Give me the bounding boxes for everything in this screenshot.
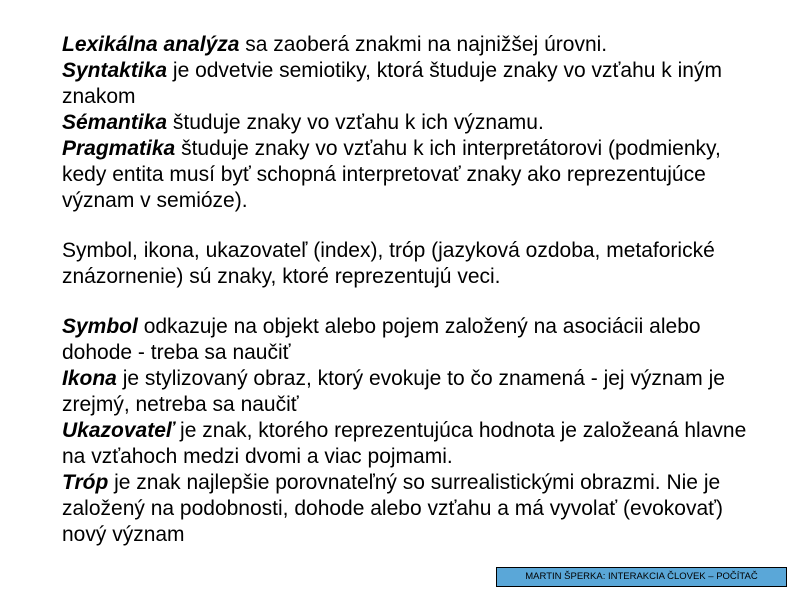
term-trope: Tróp — [62, 471, 109, 494]
sign-type-text: je stylizovaný obraz, ktorý evokuje to čo znamená - jej význam je zrejmý, netreba sa naučiť — [62, 367, 725, 416]
definition-text: sa zaoberá znakmi na najnižšej úrovni. — [239, 33, 608, 56]
term-syntactics: Syntaktika — [62, 59, 168, 82]
term-symbol: Symbol — [62, 315, 138, 338]
term-pragmatics: Pragmatika — [62, 137, 176, 160]
definition-pragmatics — [62, 136, 762, 214]
paragraph-gap — [62, 214, 762, 238]
footer-banner: MARTIN ŠPERKA: INTERAKCIA ČLOVEK – POČÍTAČ — [496, 567, 787, 587]
definition-syntactics — [62, 58, 762, 110]
sign-type-text: je znak najlepšie porovnateľný so surrealistickými obrazmi. Nie je založený na podobnosti, dohode alebo vzťahu a má vyvolať (evokovať) nový význam — [62, 471, 724, 546]
definition-semantics — [62, 110, 762, 136]
definition-lexical-analysis — [62, 32, 762, 58]
term-lexical-analysis: Lexikálna analýza — [62, 33, 240, 56]
slide-body — [62, 32, 762, 548]
definition-text: študuje znaky vo vzťahu k ich významu. — [167, 111, 544, 134]
sign-type-icon — [62, 366, 762, 418]
term-index: Ukazovateľ — [62, 419, 175, 442]
definition-text: je odvetvie semiotiky, ktorá študuje znaky vo vzťahu k iným znakom — [62, 59, 722, 108]
sign-type-text: odkazuje na objekt alebo pojem založený na asociácii alebo dohode - treba sa naučiť — [62, 315, 701, 364]
sign-type-trope — [62, 470, 762, 548]
paragraph-gap — [62, 290, 762, 314]
definition-text: študuje znaky vo vzťahu k ich interpretátorovi (podmienky, kedy entita musí byť schopná interpretovať znaky ako reprezentujúce význam v semióze). — [62, 137, 721, 212]
sign-type-index — [62, 418, 762, 470]
middle-paragraph: Symbol, ikona, ukazovateľ (index), tróp (jazyková ozdoba, metaforické znázornenie) sú znaky, ktoré reprezentujú veci. — [62, 239, 715, 288]
sign-type-text: je znak, ktorého reprezentujúca hodnota je založeaná hlavne na vzťahoch medzi dvomi a viac pojmami. — [62, 419, 747, 468]
term-semantics: Sémantika — [62, 111, 168, 134]
sign-type-symbol — [62, 314, 762, 366]
term-icon: Ikona — [62, 367, 117, 390]
